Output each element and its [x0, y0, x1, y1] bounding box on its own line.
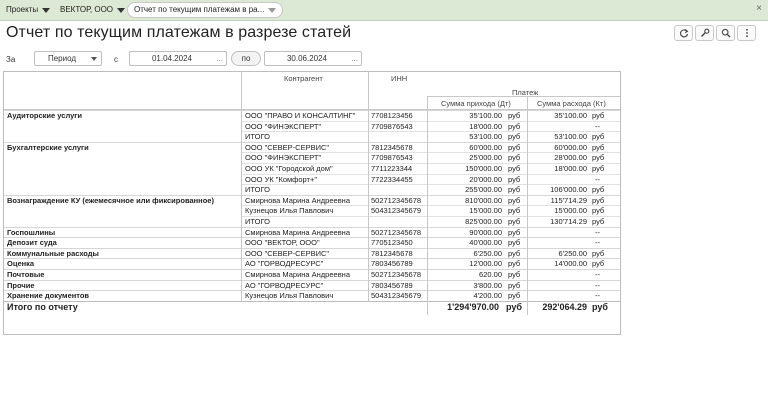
counterparty-cell: ООО УК "Комфорт+": [245, 174, 317, 184]
inn-cell: 502712345678: [371, 195, 422, 205]
col-divider: [241, 290, 242, 301]
inn-cell: 7711223344: [371, 164, 413, 173]
page-title: Отчет по текущим платежам в разрезе статей: [6, 24, 352, 41]
col-divider: [527, 121, 528, 132]
expense-currency: руб: [592, 142, 605, 152]
col-divider: [368, 280, 369, 291]
income-currency: руб: [508, 280, 521, 290]
close-icon[interactable]: ×: [756, 3, 762, 14]
income-currency: руб: [508, 227, 521, 237]
expense-cell: 60'000.00: [554, 142, 587, 152]
income-currency: руб: [508, 291, 521, 301]
income-cell: 6'250.00: [473, 248, 502, 258]
col-divider: [368, 205, 369, 216]
col-divider: [368, 174, 369, 185]
expense-currency: руб: [592, 248, 605, 258]
income-cell: 90'000.00: [469, 227, 502, 237]
grand-total-label: Итого по отчету: [7, 301, 78, 312]
col-divider: [241, 184, 242, 195]
col-divider: [368, 216, 369, 227]
col-divider: [427, 205, 428, 216]
col-divider: [527, 258, 528, 269]
income-currency: руб: [508, 164, 521, 173]
counterparty-header: Контрагент: [284, 74, 323, 83]
row-divider: [4, 301, 621, 302]
article-label: Вознаграждение КУ (ежемесячное или фиксированное): [7, 195, 214, 205]
col-divider: [368, 110, 369, 121]
col-divider: [241, 131, 242, 142]
income-cell: 60'000.00: [469, 142, 502, 152]
expense-cell: 14'000.00: [554, 259, 587, 269]
col-divider: [527, 290, 528, 301]
settings-button[interactable]: [695, 25, 714, 41]
col-divider: [427, 258, 428, 269]
inn-cell: 504312345679: [371, 291, 422, 301]
article-label: Коммунальные расходы: [7, 248, 99, 258]
expense-cell: --: [595, 227, 600, 237]
income-cell: 4'200.00: [473, 291, 502, 301]
chevron-down-icon: [91, 57, 97, 61]
counterparty-cell: ООО "ВЕКТОР, ООО": [245, 238, 320, 248]
expense-currency: руб: [592, 132, 605, 142]
col-divider: [241, 142, 242, 153]
income-currency: руб: [508, 132, 521, 142]
col-divider: [241, 216, 242, 227]
refresh-button[interactable]: [674, 25, 693, 41]
expense-header: Сумма расхода (Кт): [537, 99, 606, 108]
group-total-label: ИТОГО: [245, 132, 270, 142]
article-label: Хранение документов: [7, 291, 90, 301]
income-currency: руб: [508, 142, 521, 152]
col-divider: [368, 237, 369, 248]
counterparty-cell: АО "ГОРВОДРЕСУРС": [245, 280, 324, 290]
col-divider: [241, 205, 242, 216]
article-label: Бухгалтерские услуги: [7, 142, 89, 152]
date-from-input[interactable]: [129, 51, 227, 66]
col-divider: [241, 248, 242, 259]
col-divider: [527, 163, 528, 174]
expense-cell: 35'100.00: [554, 111, 587, 120]
income-currency: руб: [508, 153, 521, 163]
expense-currency: руб: [592, 164, 605, 173]
date-to-input[interactable]: [264, 51, 362, 66]
wrench-icon: [700, 28, 710, 38]
expense-cell: --: [595, 270, 600, 279]
inn-cell: 502712345678: [371, 270, 422, 279]
period-value: Период: [47, 54, 77, 63]
expense-cell: --: [595, 174, 600, 184]
expense-cell: 18'000.00: [554, 164, 587, 173]
col-divider: [427, 110, 428, 121]
grand-total-expense: 292'064.29: [542, 301, 587, 312]
search-button[interactable]: [716, 25, 735, 41]
counterparty-cell: Кузнецов Илья Павлович: [245, 206, 334, 216]
expense-cell: 106'000.00: [550, 185, 587, 195]
article-label: Прочие: [7, 280, 35, 290]
col-divider: [368, 131, 369, 142]
col-divider: [527, 216, 528, 227]
counterparty-cell: ООО "СЕВЕР-СЕРВИС": [245, 248, 330, 258]
col-divider: [427, 131, 428, 142]
expense-currency: руб: [592, 195, 605, 205]
inn-cell: 7709876543: [371, 121, 413, 131]
period-select[interactable]: [34, 51, 102, 66]
col-divider: [368, 72, 369, 109]
col-divider: [241, 152, 242, 163]
col-divider: [427, 280, 428, 291]
article-label: Госпошлины: [7, 227, 56, 237]
col-divider: [368, 290, 369, 301]
expense-cell: 15'000.00: [554, 206, 587, 216]
col-divider: [527, 237, 528, 248]
income-cell: 25'000.00: [469, 153, 502, 163]
col-divider: [427, 269, 428, 280]
article-label: Оценка: [7, 259, 35, 269]
income-currency: руб: [508, 174, 521, 184]
col-divider: [527, 227, 528, 238]
grand-total-income-currency: руб: [506, 301, 522, 312]
chevron-down-icon: [268, 8, 276, 13]
payment-header: Платеж: [512, 88, 539, 97]
inn-header: ИНН: [391, 74, 408, 83]
counterparty-cell: Смирнова Марина Андреевна: [245, 270, 350, 279]
col-divider: [368, 248, 369, 259]
tab-projects[interactable]: [6, 2, 50, 18]
col-divider: [241, 269, 242, 280]
expense-cell: 28'000.00: [554, 153, 587, 163]
col-divider: [241, 258, 242, 269]
income-cell: 35'100.00: [469, 111, 502, 120]
income-currency: руб: [508, 259, 521, 269]
col-divider: [241, 121, 242, 132]
col-divider: [241, 174, 242, 185]
group-total-label: ИТОГО: [245, 185, 270, 195]
income-cell: 825'000.00: [465, 217, 502, 226]
tab-label: Отчет по текущим платежам в ра...: [134, 5, 265, 14]
date-from-value: 01.04.2024: [151, 54, 193, 63]
col-divider: [241, 110, 242, 121]
col-divider: [241, 227, 242, 238]
col-divider: [241, 237, 242, 248]
col-divider: [241, 72, 242, 109]
col-divider: [368, 258, 369, 269]
col-divider: [427, 301, 428, 315]
more-button[interactable]: [737, 25, 756, 41]
col-divider: [427, 121, 428, 132]
income-currency: руб: [508, 217, 521, 226]
col-divider: [241, 195, 242, 206]
col-divider: [427, 216, 428, 227]
col-divider: [527, 269, 528, 280]
counterparty-cell: Смирнова Марина Андреевна: [245, 195, 350, 205]
more-vertical-icon: [742, 28, 752, 38]
expense-cell: --: [595, 121, 600, 131]
income-cell: 20'000.00: [469, 174, 502, 184]
col-divider: [427, 96, 428, 109]
chevron-down-icon: [42, 8, 50, 13]
group-total-label: ИТОГО: [245, 217, 270, 226]
period-label: За: [6, 55, 16, 64]
income-cell: 620.00: [479, 270, 502, 279]
counterparty-cell: ООО УК "Городской дом": [245, 164, 333, 173]
col-divider: [241, 280, 242, 291]
tab-bar: [0, 0, 768, 21]
tab-label: ВЕКТОР, ООО: [60, 5, 114, 14]
expense-cell: --: [595, 238, 600, 248]
col-divider: [368, 269, 369, 280]
income-currency: руб: [508, 121, 521, 131]
expense-cell: 6'250.00: [558, 248, 587, 258]
col-divider: [427, 290, 428, 301]
col-divider: [427, 248, 428, 259]
col-divider: [427, 195, 428, 206]
col-divider: [527, 248, 528, 259]
col-divider: [527, 195, 528, 206]
inn-cell: 7812345678: [371, 142, 413, 152]
expense-cell: --: [595, 280, 600, 290]
expense-currency: руб: [592, 185, 605, 195]
col-divider: [368, 195, 369, 206]
from-label: с: [114, 55, 118, 64]
col-divider: [368, 142, 369, 153]
col-divider: [368, 184, 369, 195]
expense-cell: 53'100.00: [554, 132, 587, 142]
col-divider: [527, 131, 528, 142]
income-currency: руб: [508, 206, 521, 216]
tab-label: Проекты: [6, 5, 39, 14]
col-divider: [368, 152, 369, 163]
col-divider: [527, 142, 528, 153]
expense-currency: руб: [592, 153, 605, 163]
tab-report[interactable]: [127, 2, 283, 18]
col-divider: [368, 227, 369, 238]
col-divider: [527, 152, 528, 163]
inn-cell: 7803456789: [371, 259, 413, 269]
calendar-picker-icon[interactable]: ...: [351, 54, 358, 63]
col-divider: [427, 142, 428, 153]
col-divider: [527, 110, 528, 121]
income-cell: 12'000.00: [469, 259, 502, 269]
col-divider: [427, 174, 428, 185]
to-label: по: [241, 54, 251, 63]
article-label: Депозит суда: [7, 238, 57, 248]
expense-currency: руб: [592, 217, 605, 226]
counterparty-cell: Кузнецов Илья Павлович: [245, 291, 334, 301]
col-divider: [427, 237, 428, 248]
counterparty-cell: ООО "ФИНЭКСПЕРТ": [245, 121, 322, 131]
income-currency: руб: [508, 238, 521, 248]
income-cell: 3'800.00: [473, 280, 502, 290]
col-divider: [368, 163, 369, 174]
article-label: Аудиторские услуги: [7, 111, 83, 120]
to-button[interactable]: [231, 51, 261, 66]
income-currency: руб: [508, 270, 521, 279]
col-divider: [427, 227, 428, 238]
grand-total-expense-currency: руб: [592, 301, 608, 312]
income-cell: 150'000.00: [465, 164, 502, 173]
inn-cell: 7812345678: [371, 248, 413, 258]
report-table: [3, 71, 621, 335]
income-cell: 18'000.00: [469, 121, 502, 131]
col-divider: [427, 184, 428, 195]
income-currency: руб: [508, 185, 521, 195]
inn-cell: 7722334455: [371, 174, 413, 184]
income-currency: руб: [508, 195, 521, 205]
income-currency: руб: [508, 111, 521, 120]
expense-currency: руб: [592, 206, 605, 216]
inn-cell: 504312345679: [371, 206, 422, 216]
search-icon: [721, 28, 731, 38]
tab-vector[interactable]: [60, 2, 125, 18]
inn-cell: 7709876543: [371, 153, 413, 163]
col-divider: [527, 280, 528, 291]
income-currency: руб: [508, 248, 521, 258]
col-divider: [527, 301, 528, 315]
counterparty-cell: ООО "СЕВЕР-СЕРВИС": [245, 142, 330, 152]
expense-cell: 115'714.29: [550, 195, 587, 205]
expense-currency: руб: [592, 111, 605, 120]
counterparty-cell: ООО "ПРАВО И КОНСАЛТИНГ": [245, 111, 356, 120]
col-divider: [527, 205, 528, 216]
inn-cell: 7705123450: [371, 238, 413, 248]
col-divider: [368, 121, 369, 132]
income-header: Сумма прихода (Дт): [441, 99, 511, 108]
inn-cell: 7803456789: [371, 280, 413, 290]
income-cell: 53'100.00: [469, 132, 502, 142]
col-divider: [427, 163, 428, 174]
grand-total-income: 1'294'970.00: [447, 301, 499, 312]
refresh-icon: [679, 28, 689, 38]
date-to-value: 30.06.2024: [286, 54, 328, 63]
counterparty-cell: Смирнова Марина Андреевна: [245, 227, 350, 237]
expense-cell: 130'714.29: [550, 217, 587, 226]
col-divider: [527, 174, 528, 185]
income-cell: 255'000.00: [465, 185, 502, 195]
income-cell: 810'000.00: [465, 195, 502, 205]
income-cell: 15'000.00: [469, 206, 502, 216]
expense-cell: --: [595, 291, 600, 301]
income-cell: 40'000.00: [469, 238, 502, 248]
counterparty-cell: АО "ГОРВОДРЕСУРС": [245, 259, 324, 269]
chevron-down-icon: [117, 8, 125, 13]
article-label: Почтовые: [7, 270, 45, 279]
expense-currency: руб: [592, 259, 605, 269]
inn-cell: 502712345678: [371, 227, 422, 237]
counterparty-cell: ООО "ФИНЭКСПЕРТ": [245, 153, 322, 163]
col-divider: [241, 163, 242, 174]
col-divider: [427, 152, 428, 163]
col-divider: [527, 96, 528, 109]
inn-cell: 7708123456: [371, 111, 413, 120]
col-divider: [527, 184, 528, 195]
calendar-picker-icon[interactable]: ...: [216, 54, 223, 63]
